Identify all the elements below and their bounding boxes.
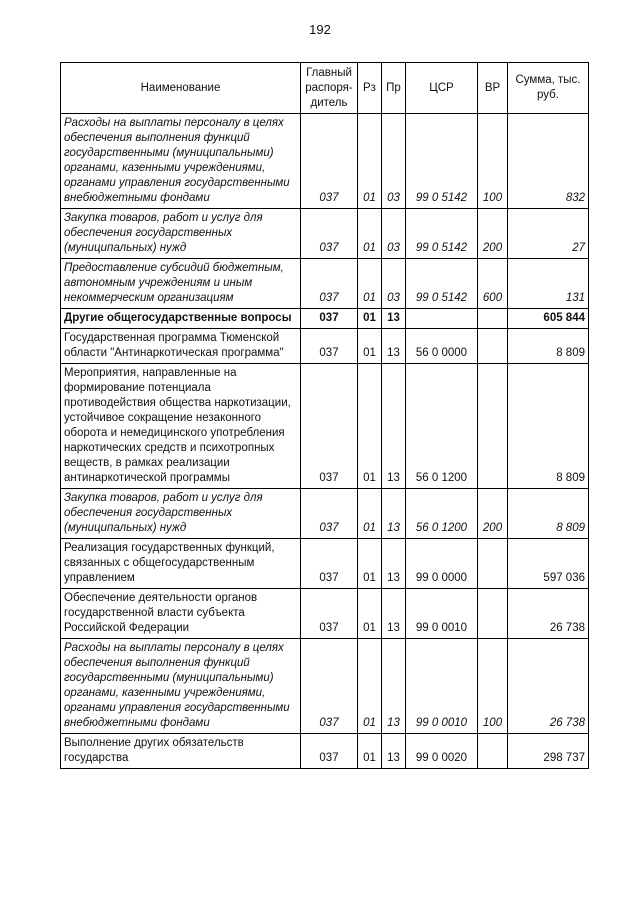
table-row — [61, 259, 589, 309]
header-csr: ЦСР — [406, 63, 478, 114]
cell-pr: 03 — [382, 114, 406, 209]
header-rz: Рз — [358, 63, 382, 114]
cell-rz: 01 — [358, 639, 382, 734]
table-row — [61, 329, 589, 364]
cell-rz: 01 — [358, 114, 382, 209]
cell-sum: 8 809 — [508, 489, 589, 539]
cell-csr: 56 0 1200 — [406, 489, 478, 539]
cell-rz: 01 — [358, 539, 382, 589]
cell-vr — [478, 364, 508, 489]
cell-rz: 01 — [358, 309, 382, 329]
cell-pr: 03 — [382, 259, 406, 309]
cell-admin: 037 — [301, 489, 358, 539]
cell-name: Другие общегосударственные вопросы — [61, 309, 301, 329]
cell-vr — [478, 309, 508, 329]
cell-vr — [478, 329, 508, 364]
cell-sum: 27 — [508, 209, 589, 259]
cell-csr: 99 0 0000 — [406, 539, 478, 589]
cell-sum: 26 738 — [508, 589, 589, 639]
cell-admin: 037 — [301, 589, 358, 639]
cell-csr: 99 0 0020 — [406, 734, 478, 769]
cell-rz: 01 — [358, 734, 382, 769]
cell-csr: 56 0 0000 — [406, 329, 478, 364]
cell-pr: 13 — [382, 734, 406, 769]
cell-admin: 037 — [301, 209, 358, 259]
cell-pr: 13 — [382, 639, 406, 734]
header-sum: Сумма, тыс. руб. — [508, 63, 589, 114]
table-row — [61, 364, 589, 489]
cell-name: Расходы на выплаты персоналу в целях обеспечения выполнения функций государственными (муниципальными) органами, казенными учреждениями, органами управления государственными внебюджетными фондами — [61, 114, 301, 209]
header-name: Наименование — [61, 63, 301, 114]
cell-csr: 99 0 0010 — [406, 589, 478, 639]
cell-rz: 01 — [358, 364, 382, 489]
table-body — [61, 114, 589, 769]
cell-sum: 298 737 — [508, 734, 589, 769]
cell-csr: 99 0 5142 — [406, 259, 478, 309]
cell-pr: 13 — [382, 364, 406, 489]
table-row — [61, 734, 589, 769]
table-row — [61, 209, 589, 259]
cell-vr — [478, 539, 508, 589]
cell-pr: 13 — [382, 489, 406, 539]
cell-sum: 832 — [508, 114, 589, 209]
cell-rz: 01 — [358, 209, 382, 259]
cell-pr: 03 — [382, 209, 406, 259]
header-admin: Главный распоря-дитель — [301, 63, 358, 114]
cell-sum: 597 036 — [508, 539, 589, 589]
cell-csr: 99 0 0010 — [406, 639, 478, 734]
cell-vr: 200 — [478, 209, 508, 259]
cell-vr — [478, 589, 508, 639]
table-row — [61, 639, 589, 734]
cell-vr: 600 — [478, 259, 508, 309]
cell-sum: 605 844 — [508, 309, 589, 329]
cell-admin: 037 — [301, 259, 358, 309]
cell-name: Предоставление субсидий бюджетным, автономным учреждениям и иным некоммерческим организациям — [61, 259, 301, 309]
cell-admin: 037 — [301, 364, 358, 489]
table-row — [61, 114, 589, 209]
cell-pr: 13 — [382, 309, 406, 329]
cell-sum: 131 — [508, 259, 589, 309]
cell-admin: 037 — [301, 734, 358, 769]
cell-sum: 8 809 — [508, 329, 589, 364]
table-row — [61, 309, 589, 329]
cell-pr: 13 — [382, 329, 406, 364]
cell-vr: 200 — [478, 489, 508, 539]
cell-name: Реализация государственных функций, связанных с общегосударственным управлением — [61, 539, 301, 589]
cell-vr: 100 — [478, 114, 508, 209]
cell-csr: 56 0 1200 — [406, 364, 478, 489]
cell-csr — [406, 309, 478, 329]
cell-admin: 037 — [301, 539, 358, 589]
header-pr: Пр — [382, 63, 406, 114]
table-row — [61, 589, 589, 639]
table-header-row — [61, 63, 589, 114]
budget-table — [60, 62, 589, 769]
cell-rz: 01 — [358, 259, 382, 309]
cell-name: Расходы на выплаты персоналу в целях обеспечения выполнения функций государственными (муниципальными) органами, казенными учреждениями, органами управления государственными внебюджетными фондами — [61, 639, 301, 734]
cell-vr — [478, 734, 508, 769]
header-vr: ВР — [478, 63, 508, 114]
table-row — [61, 539, 589, 589]
cell-name: Обеспечение деятельности органов государственной власти субъекта Российской Федерации — [61, 589, 301, 639]
cell-admin: 037 — [301, 309, 358, 329]
cell-csr: 99 0 5142 — [406, 114, 478, 209]
cell-rz: 01 — [358, 329, 382, 364]
cell-sum: 8 809 — [508, 364, 589, 489]
cell-rz: 01 — [358, 489, 382, 539]
cell-name: Государственная программа Тюменской области "Антинаркотическая программа" — [61, 329, 301, 364]
cell-name: Выполнение других обязательств государства — [61, 734, 301, 769]
table-row — [61, 489, 589, 539]
cell-rz: 01 — [358, 589, 382, 639]
cell-admin: 037 — [301, 329, 358, 364]
cell-name: Закупка товаров, работ и услуг для обеспечения государственных (муниципальных) нужд — [61, 209, 301, 259]
cell-pr: 13 — [382, 589, 406, 639]
cell-admin: 037 — [301, 114, 358, 209]
cell-pr: 13 — [382, 539, 406, 589]
page-number: 192 — [309, 22, 331, 37]
cell-csr: 99 0 5142 — [406, 209, 478, 259]
cell-admin: 037 — [301, 639, 358, 734]
cell-name: Мероприятия, направленные на формирование потенциала противодействия общества наркотизации, устойчивое сокращение незаконного оборота и немедицинского употребления наркотических средств и психотропных веществ, в рамках реализации антинаркотической программы — [61, 364, 301, 489]
cell-vr: 100 — [478, 639, 508, 734]
cell-sum: 26 738 — [508, 639, 589, 734]
cell-name: Закупка товаров, работ и услуг для обеспечения государственных (муниципальных) нужд — [61, 489, 301, 539]
